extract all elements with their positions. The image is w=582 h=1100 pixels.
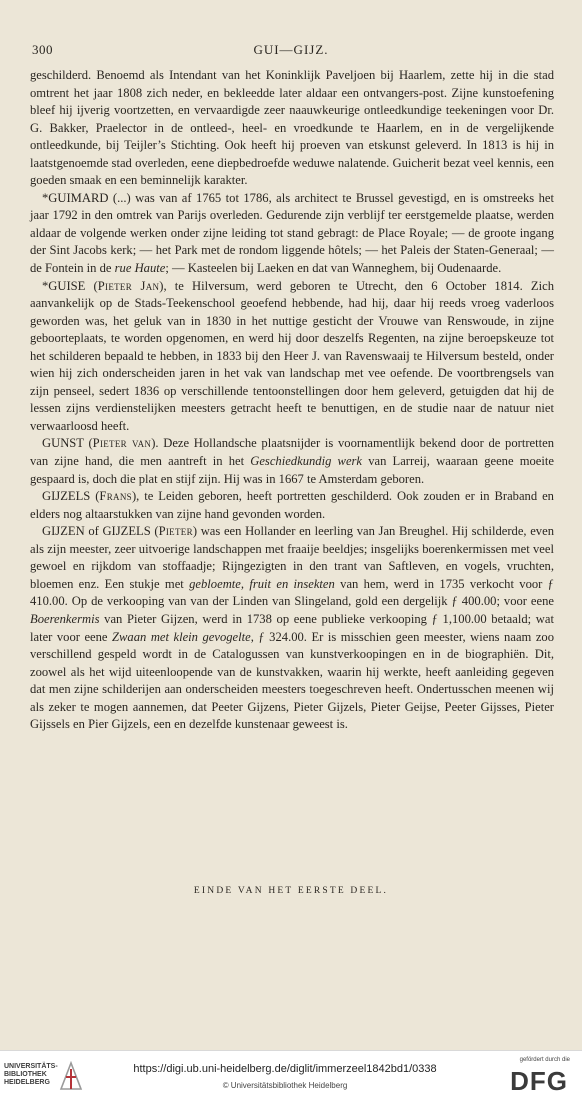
paragraph: [30, 190, 554, 278]
page-header: [28, 42, 554, 62]
paragraph-text: *GUIMARD (...) was van af 1765 tot 1786, als architect te Brussel gevestigd, en is omstreeks het jaar 1792 in den omtrek van Parijs overleden. Gedurende zijn verblijf ter eerstgemelde plaatse, werden aldaar de volgende werken onder zijne leiding tot stand gebragt: de Place Royale; — de groote ingang der Sint Jacobs kerk; — het Park met de rondom liggende hôtels; — het Paleis der Staten-Generaal; — de Fontein in de: [30, 190, 554, 276]
copyright-text: © Universitätsbibliothek Heidelberg: [222, 1081, 348, 1090]
italic-text: Zwaan met klein gevogelte: [112, 629, 251, 644]
paragraph: [30, 435, 554, 488]
italic-text: Boerenkermis: [30, 611, 100, 626]
paragraph-text: van Pieter Gijzen, werd in 1738 op eene publieke verkooping ƒ 1,100.00 betaald; wat later voor eene: [30, 611, 554, 644]
dfg-logo: DFG: [510, 1066, 568, 1096]
paragraph-text: GIJZELS (: [42, 489, 100, 504]
library-logo: [4, 1063, 58, 1087]
paragraph: [30, 523, 554, 734]
paragraph-text: ), te Hilversum, werd geboren te Utrecht, den 6 October 1814. Zich aanvankelijk op de Stads-Teekenschool geoefend hebbende, had hij, daar hij reeds vroeg vaderloos geworden was, het geluk van in 1830 in het nuttige gesticht der Vrouwe van Renswoude, in zijne geboorteplaats, te worden opgenomen, en werd hij door deszelfs Regenten, na zijne beroepskeuze tot het schilderen bepaald te hebben, in 1833 bij den Heer J. van Ravenswaaij te Hilversum besteld, onder wien hij zich onderscheiden jaren in het vak van landschap met vee oefende. De voortbrengsels van zijn penseel, sedert 1836 op verschillende tentoonstellingen door hem geleverd, getuigden dat hij de lessen zijns verdienstelijken meesters getracht heeft te benuttigen, en de studie naar de natuur niet verwaarloosd heeft.: [30, 278, 554, 433]
italic-text: rue Haute: [114, 261, 166, 276]
paragraph-text: ; — Kasteelen bij Laeken en dat van Wanneghem, bij Oudenaarde.: [165, 261, 502, 276]
paragraph-text: ). Deze Hollandsche plaatsnijder is voornamentlijk bekend door de portretten van zijne hand, die men aantreft in het: [30, 436, 554, 469]
viewer-footer: [0, 1050, 582, 1100]
small-caps-name: Pieter: [158, 524, 193, 539]
paragraph-text: GIJZEN of GIJZELS (: [42, 524, 159, 539]
paragraph-text: van hem, werd in 1735 verkocht voor ƒ 410.00. Op de verkooping van van der Linden van Slingeland, gold een dergelijk ƒ 400.00; voor eene: [30, 576, 554, 609]
paragraph-text: *GUISE (: [42, 278, 98, 293]
paragraph-text: ) was een Hollander en leerling van Jan Breughel. Hij schilderde, even als zijn meester, zeer uitvoerige landschappen met fraaije beeldjes; insgelijks boerenkermissen met veel gewoel en rijkdom van stoffaadje; Rijngezigten in den trant van Saftleven, en vogels, vruchten, bloemen enz. Een stukje met: [30, 524, 554, 591]
closing-line: EINDE VAN HET EERSTE DEEL.: [193, 886, 389, 896]
library-emblem-icon: [58, 1061, 84, 1091]
paragraph-text: van Larreij, waaraan geene moeite gespaard is, doch die plat en stijf zijn. Hij was in 1667 te Amsterdam geboren.: [30, 454, 554, 486]
paragraph-text: , ƒ 324.00. Er is misschien geen meester, wiens naam zoo verschillend gespeld wordt in de Catalogussen van kunstverkoopingen en in de biographiën. Dit, zoowel als het wijd uiteenloopende van de kunstvakken, waarin hij werkte, heeft aanleiding gegeven dat men zijne schilderijen aan onderscheiden meesters toegeschreven heeft. Ondertusschen meenen wij als zeker te mogen aannemen, dat Peeter Gijzens, Pieter Gijzels, Pieter Geijse, Peeter Gijsses, Pieter Gijssels en Pier Gijzels, een en dezelfde kunstenaar geweest is.: [30, 629, 555, 732]
small-caps-name: Pieter Jan: [97, 278, 160, 293]
library-logo-line: HEIDELBERG: [4, 1079, 50, 1086]
library-logo-line: BIBLIOTHEK: [4, 1071, 47, 1078]
body-text: [30, 67, 554, 734]
italic-text: gebloemte, fruit en insekten: [189, 576, 335, 591]
page-number: 300: [32, 42, 53, 57]
running-title: GUI—GIJZ.: [253, 42, 329, 57]
permalink-link[interactable]: https://digi.ub.uni-heidelberg.de/diglit/immerzeel1842bd1/0338: [133, 1063, 437, 1075]
small-caps-name: Pieter van: [92, 436, 152, 451]
paragraph: [30, 67, 554, 190]
paragraph-text: GUNST (: [42, 436, 93, 451]
paragraph-text: ), te Leiden geboren, heeft portretten geschilderd. Ook zouden er in Braband en elders nog altaarstukken van zijne hand gevonden worden.: [30, 489, 554, 521]
paragraph-text: geschilderd. Benoemd als Intendant van het Koninklijk Paveljoen bij Haarlem, zette hij in die stad omtrent het jaar 1808 zich neder, en bekleedde later aldaar een ontvangers-post. Zijne kunstoefening bleef hij ijverig voortzetten, en vervaardigde zeer naauwkeurige ontleedkundige teekeningen voor Dr. G. Bakker, Praelector in de ontleed-, heel- en vroedkunde te Haarlem, en in de vergelijkende ontleedkunde, bij Teijler’s Stichting. Ook heeft hij proeven van etskunst geleverd. In 1813 is hij in laatstgenoemde stad overleden, eene diepbedroefde weduwe nalatende. Guicherit bezat veel kennis, een goeden smaak en een beminnelijk karakter.: [30, 68, 554, 188]
small-caps-name: Frans: [99, 489, 132, 504]
italic-text: Geschiedkundig werk: [250, 454, 363, 469]
paragraph: [30, 488, 554, 523]
library-logo-line: UNIVERSITÄTS-: [4, 1063, 58, 1070]
funder-note: gefördert durch die: [519, 1057, 570, 1063]
paragraph: [30, 278, 554, 436]
